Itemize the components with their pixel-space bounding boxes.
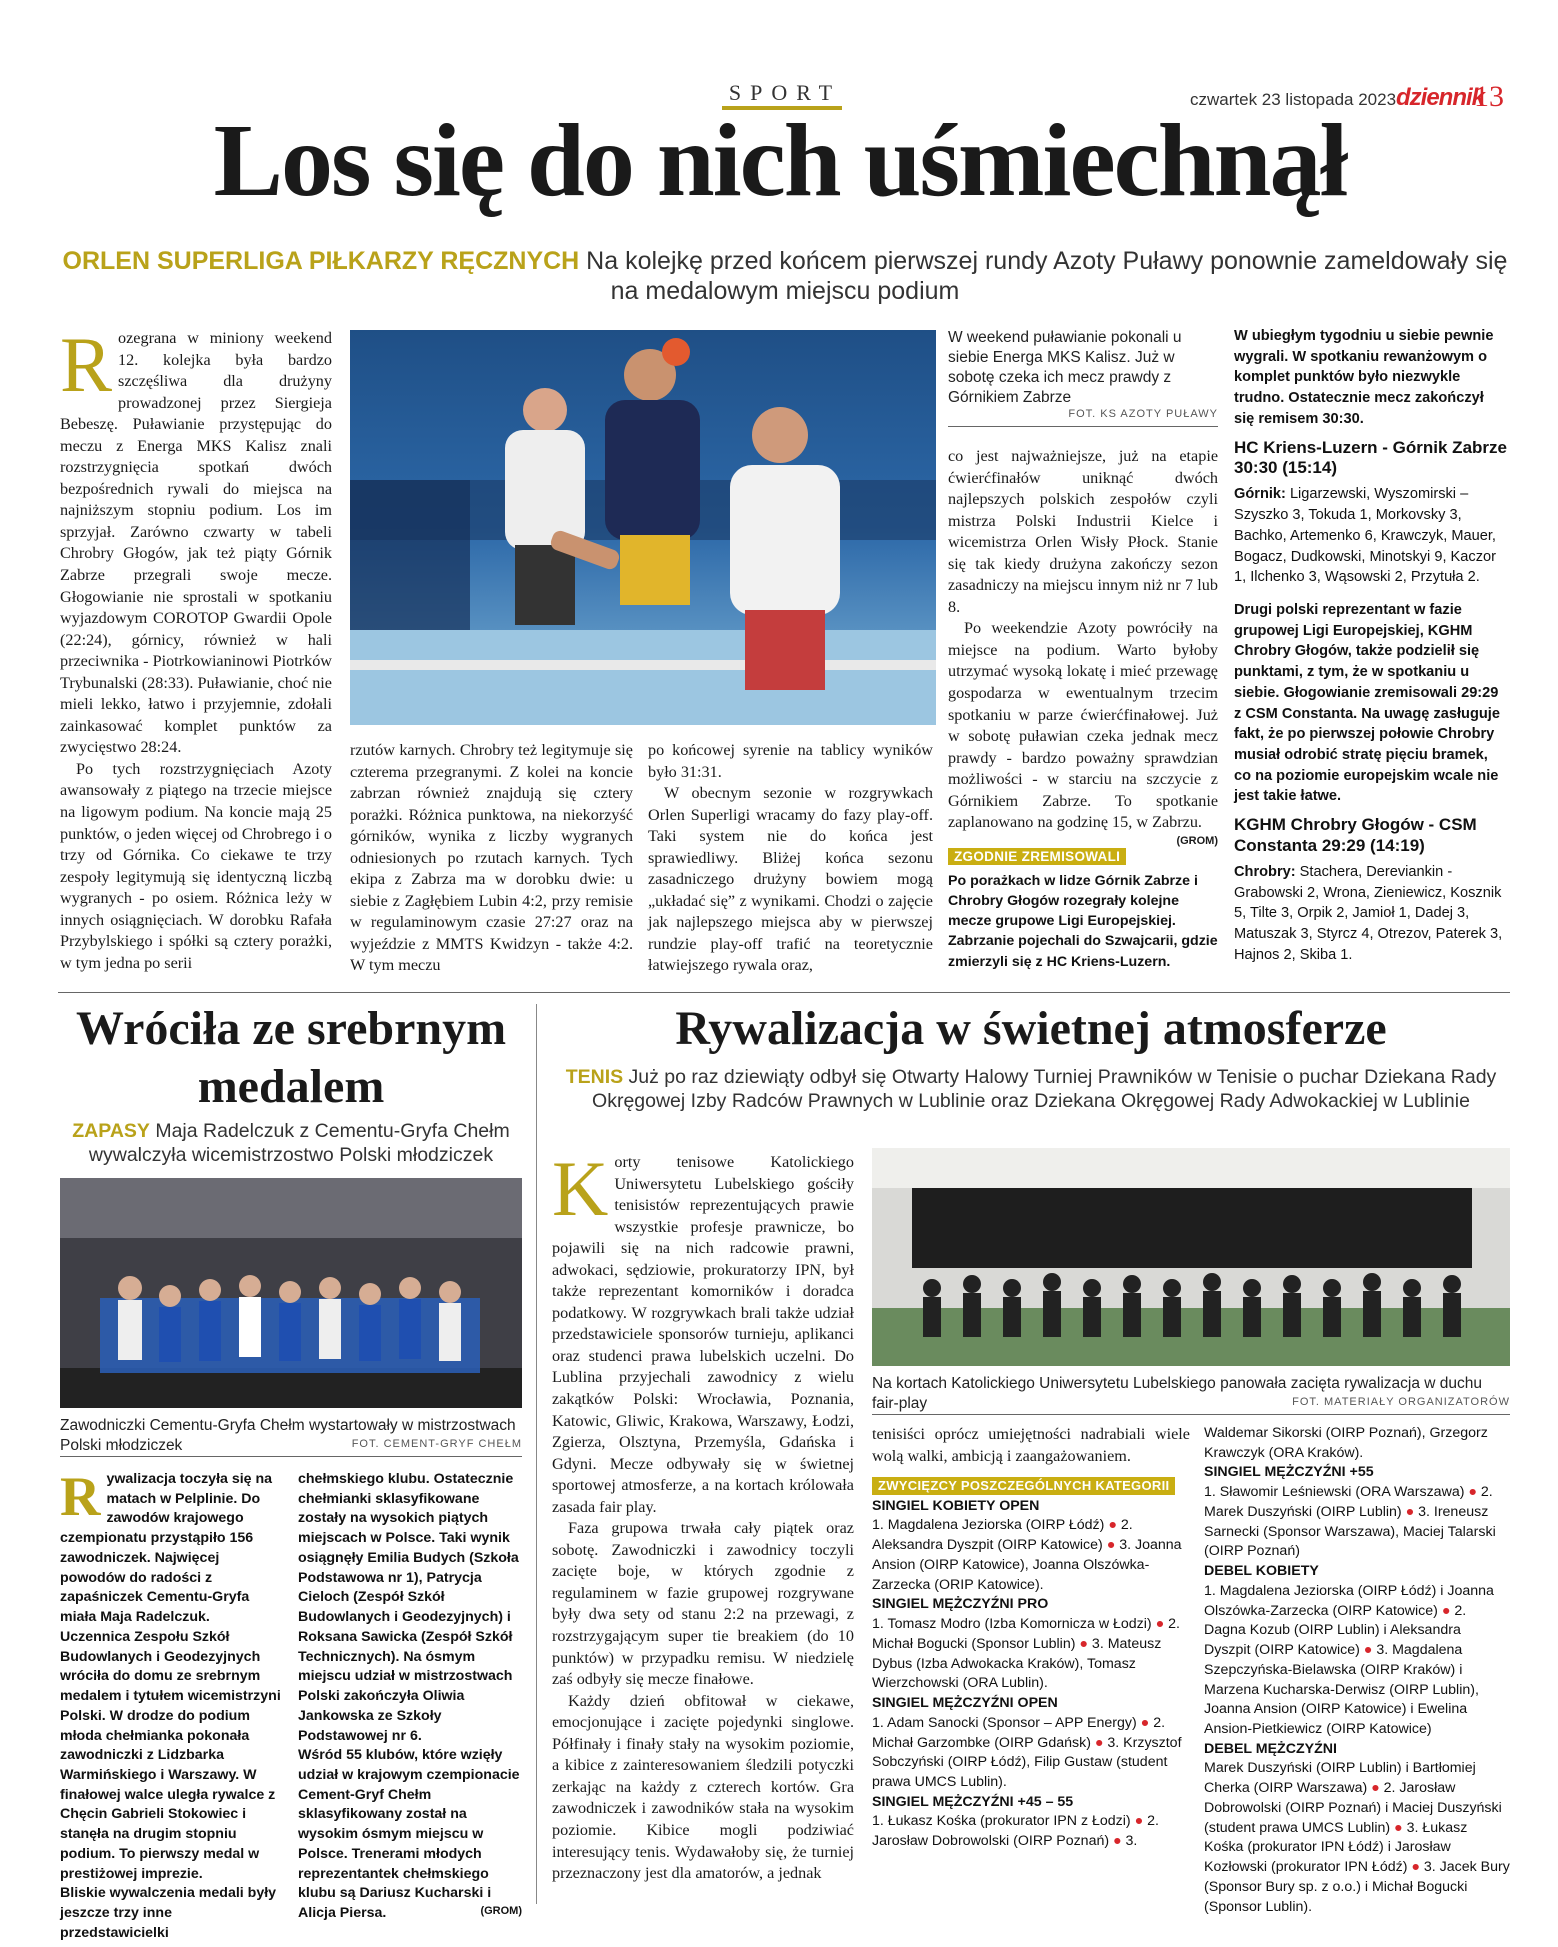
bullet-dot: ●	[1113, 1833, 1122, 1850]
issue-date: czwartek 23 listopada 2023	[1190, 90, 1397, 109]
photo-caption: Zawodniczki Cementu-Gryfa Chełm wystartowały w mistrzostwach Polski młodziczek	[60, 1417, 516, 1455]
section-divider	[58, 992, 1510, 993]
wrestlers-photo	[60, 1178, 522, 1408]
paragraph: Każdy dzień obfitował w ciekawe, emocjonujące i zacięte pojedynki singlowe. Półfinały i finały stały na wysokim poziomie, a kibice z zainteresowaniem śledzili potyczki zerkając na każdy z czterech kortów. Gra zawodniczek i zawodników stała na wysokim poziomie. Kibice mogli podziwiać interesujący tenis. Wydawałoby się, że turniej przeznaczony jest dla amatorów, a jednak	[552, 1691, 854, 1883]
results-category: SINGIEL MĘŻCZYŹNI +45 – 55	[872, 1793, 1074, 1810]
paragraph: Faza grupowa trwała cały piątek oraz sobotę. Zawodniczki i zawodnicy toczyli zacięte boje, w których zgodnie z regulaminem w fazie grupowej rozgrywane były dwa sety od stanu 2:2 na przewagi, z rozstrzygającym super tie breakiem (do 10 punktów) w przypadku remisu. W niedzielę zaś odbyły się mecze finałowe.	[552, 1519, 854, 1689]
results-text: 1. Magdalena Jeziorska (OIRP Łódź) ● 2. Aleksandra Dyszpit (OIRP Katowice) ● 3. Joanna Ansion (OIRP Katowice), Joanna Olszówka-Zarzecka (ORIP Katowice).	[872, 1517, 1182, 1593]
bullet-dot: ●	[1405, 1503, 1415, 1520]
caption-divider	[60, 1456, 522, 1457]
results-text: 1. Adam Sanocki (Sponsor – APP Energy) ● 2. Michał Garzombke (OIRP Gdańsk) ● 3. Krzysztof Sobczyński (OIRP Łódź), Filip Gustaw (student prawa UMCS Lublin).	[872, 1714, 1182, 1790]
bullet-dot: ●	[1079, 1635, 1088, 1652]
results-category: SINGIEL KOBIETY OPEN	[872, 1497, 1040, 1514]
bullet-dot: ●	[1394, 1819, 1403, 1836]
bullet-dot: ●	[1155, 1616, 1165, 1633]
article-lead	[60, 1120, 522, 1168]
article-kicker: TENIS	[565, 1066, 624, 1088]
article-column-4	[948, 446, 1218, 848]
article-kicker: ORLEN SUPERLIGA PIŁKARZY RĘCZNYCH	[62, 247, 580, 275]
results-category: SINGIEL MĘŻCZYŹNI PRO	[872, 1596, 1049, 1613]
article-column-2	[350, 740, 633, 977]
caption-divider	[948, 426, 1218, 427]
article-column-2	[298, 1470, 522, 1924]
results-tag: ZWYCIĘZCY POSZCZEGÓLNYCH KATEGORII	[872, 1477, 1175, 1495]
column-divider	[536, 1004, 537, 1904]
bullet-dot: ●	[1140, 1714, 1150, 1731]
sidebar-box	[948, 846, 1218, 972]
brand-logo: dziennik	[1396, 84, 1485, 111]
bullet-dot: ●	[1094, 1734, 1104, 1751]
match-result-heading: KGHM Chrobry Głogów - CSM Constanta 29:29 (14:19)	[1234, 815, 1477, 855]
results-text: Marek Duszyński (OIRP Lublin) i Bartłomiej Cherka (OIRP Warszawa) ● 2. Jarosław Dobrowolski (OIRP Poznań) i Maciej Duszyński (student prawa UMCS Lublin) ● 3. Łukasz Kośka (prokurator IPN Łódź) i Jarosław Kozłowski (prokurator IPN Łódź) ● 3. Jacek Bury (Sponsor Bury sp. z o.o.) i Michał Bogucki (Sponsor Lublin).	[1204, 1760, 1510, 1915]
article-kicker: ZAPASY	[72, 1120, 150, 1142]
results-sidebar	[1234, 326, 1508, 966]
photo-caption: W weekend puławianie pokonali u siebie Energa MKS Kalisz. Już w sobotę czeka ich mecz prawdy z Górnikiem Zabrze	[948, 329, 1182, 407]
article-column-3	[1204, 1424, 1510, 1917]
paragraph: tenisiści oprócz umiejętności nadrabiali wiele wolą walki, ambicją i zaangażowaniem.	[872, 1425, 1190, 1465]
box-text: Po porażkach w lidze Górnik Zabrze i Chrobry Głogów rozegrały kolejne mecze grupowe Ligi Europejskiej. Zabrzanie pojechali do Szwajcarii, gdzie zmierzyli się z HC Kriens-Luzern.	[948, 873, 1218, 970]
handball-photo	[350, 330, 936, 725]
author-signature: (GROM)	[480, 1905, 522, 1918]
article-lead	[552, 1066, 1510, 1114]
lineup	[1234, 484, 1508, 588]
results-text: 1. Łukasz Kośka (prokurator IPN z Łodzi) ● 2. Jarosław Dobrowolski (OIRP Poznań) ● 3.	[872, 1813, 1159, 1850]
paragraph: rzutów karnych. Chrobry też legitymuje się czterema przegranymi. Z kolei na koncie zabrzan również znajdują się cztery porażki. Różnica punktowa, na niekorzyść górników, wynika z liczby wygranych odniesionych po rzutach karnych. Tych ekipa z Zabrza ma w dorobku dwie: u siebie z Zagłębiem Lubin 4:2, przy remisie w regulaminowym czasie 27:27 oraz na wyjeździe z MMTS Kwidzyn - także 4:2. W tym meczu	[350, 741, 633, 975]
article-title: Wróciła ze srebrnym medalem	[75, 1002, 507, 1113]
lineup-text: Stachera, Dereviankin - Grabowski 2, Wrona, Zieniewicz, Kosznik 5, Tilte 3, Orpik 2, Jamioł 1, Dadej 3, Matuszak 3, Styrcz 4, Otrezov, Paterek 3, Hajnos 2, Skiba 1.	[1234, 863, 1503, 963]
lead-text: Już po raz dziewiąty odbył się Otwarty Halowy Turniej Prawników w Tenisie o puchar Dziekana Rady Okręgowej Izby Radców Prawnych w Lublinie oraz Dziekana Okręgowej Rady Adwokackiej w Lublinie	[592, 1066, 1497, 1112]
results-category: DEBEL KOBIETY	[1204, 1563, 1319, 1580]
article-title: Los się do nich uśmiechnął	[213, 103, 1347, 218]
paragraph: chełmskiego klubu. Ostatecznie chełmianki sklasyfikowane zostały na wysokich piątych miejscach w Polsce. Taki wynik osiągnęły Emilia Budych (Szkoła Podstawowa nr 1), Patrycja Cieloch (Zespół Szkół Budowlanych i Geodezyjnych) i Roksana Sawicka (Zespół Szkół Technicznych). Na ósmym miejscu udział w mistrzostwach Polski zakończyła Oliwia Jankowska ze Szkoły Podstawowej nr 6.	[298, 1471, 519, 1744]
results-list	[872, 1497, 1190, 1852]
lead-text: Na kolejkę przed końcem pierwszej rundy Azoty Puławy ponownie zameldowały się na medalowym miejscu podium	[579, 247, 1508, 305]
article-title: Rywalizacja w świetnej atmosferze	[675, 1002, 1387, 1055]
bullet-dot: ●	[1411, 1859, 1420, 1876]
page-number: 13	[1474, 80, 1504, 113]
article-column-2	[872, 1424, 1190, 1852]
paragraph: Wśród 55 klubów, które wzięły udział w krajowym czempionacie Cement-Gryf Chełm sklasyfikowany został na wysokim ósmym miejscu w Polsce. Trenerami młodych reprezentantek chełmskiego klubu są Dariusz Kucharski i Alicja Piersa.	[298, 1747, 520, 1922]
section-label: SPORT	[728, 80, 842, 105]
article-column-1	[60, 1466, 282, 1944]
photo-credit: FOT. CEMENT-GRYF CHEŁM	[351, 1438, 522, 1450]
sidebar-paragraph: Drugi polski reprezentant w fazie grupowej Ligi Europejskiej, KGHM Chrobry Głogów, także podzielił się punktami, z tym, że w spotkaniu u siebie. Głogowianie zremisowali 29:29 z CSM Constanta. Na uwagę zasługuje fakt, że po pierwszej połowie Chrobry musiał odrobić stratę pięciu bramek, co na poziomie europejskim wcale nie jest takie łatwe.	[1234, 601, 1500, 805]
results-text: 1. Magdalena Jeziorska (OIRP Łódź) i Joanna Olszówka-Zarzecka (OIRP Katowice) ● 2. Dagna Kozub (OIRP Lublin) i Aleksandra Dyszpit (OIRP Katowice) ● 3. Magdalena Szepczyńska-Bielawska (OIRP Kraków) i Marzena Kucharska-Derwisz (OIRP Lublin), Joanna Ansion (OIRP Katowice) i Ewelina Ansion-Pietkiewicz (OIRP Katowice)	[1204, 1582, 1494, 1738]
lineup-label: Chrobry:	[1234, 863, 1296, 880]
lineup-label: Górnik:	[1234, 486, 1286, 503]
paragraph: ywalizacja toczyła się na matach w Pelplinie. Do zawodów krajowego czempionatu przystąpiło 156 zawodniczek. Najwięcej powodów do radości z zapaśniczek Cementu-Gryfa miała Maja Radelczuk. Uczennica Zespołu Szkół Budowlanych i Geodezyjnych wróciła do domu ze srebrnym medalem i tytułem wicemistrzyni Polski. W drodze do podium młoda chełmianka pokonała zawodniczki z Lidzbarka Warmińskiego i Warszawy. W finałowej walce uległa rywalce z Chęcin Gabrieli Stokowiec i stanęła na drugim stopniu podium. To pierwszy medal w prestiżowej imprezie.	[60, 1471, 281, 1882]
drop-cap: K	[552, 1145, 609, 1232]
bullet-dot: ●	[1134, 1813, 1144, 1830]
bullet-dot: ●	[1441, 1602, 1451, 1619]
paragraph: W obecnym sezonie w rozgrywkach Orlen Superligi wracamy do fazy play-off. Taki system nie do końca jest sprawiedliwy. Bliżej końca sezonu zasadniczego drużyny bowiem mogą „układać się” z wynikami. Chodzi o zajęcie jak najlepszego miejsca aby w pierwszej rundzie play-off trafić na teoretycznie łatwiejszego rywala oraz,	[648, 784, 933, 975]
lead-text: Maja Radelczuk z Cementu-Gryfa Chełm wywalczyła wicemistrzostwo Polski młodziczek	[88, 1120, 510, 1166]
paragraph: Po tych rozstrzygnięciach Azoty awansowały z piątego na trzecie miejsce na ligowym podium. Na koncie mają 25 punktów, o jeden więcej od Chrobrego i o trzy od Górnika. Co ciekawe te trzy zespoły legitymują się identyczną liczbą wygranych - po osiem. Różnica leży w innych osiągnięciach. W dorobku Rafała Przybylskiego i spółki są cztery porażki, w tym jedna po serii	[60, 759, 332, 972]
article-column-1	[552, 1145, 854, 1885]
paragraph: orty tenisowe Katolickiego Uniwersytetu Lubelskiego gościły tenisistów reprezentujących prawie wszystkie profesje prawnicze, bo pojawili się na nich radcowie prawni, adwokaci, sędziowie, prokuratorzy IPN, był także reprezentant komorników i doradca podatkowy. W rozgrywkach brali także udział przedstawiciele sponsorów turnieju, aplikanci oraz studenci prawa lubelskich uczelni. Do Lublina przyjechali zawodnicy z wielu zakątków Polski: Wrocławia, Poznania, Katowic, Gliwic, Krakowa, Warszawy, Łodzi, Zgierza, Olsztyna, Przemyśla, Gdańska i Gdyni. Mecze odbywały się w świetnej sportowej atmosferze, a na kortach królowała zasada fair play.	[552, 1153, 854, 1516]
results-text: 1. Tomasz Modro (Izba Komornicza w Łodzi) ● 2. Michał Bogucki (Sponsor Lublin) ● 3. Mateusz Dybus (Izba Adwokacka Kraków), Tomasz Wierzchowski (ORA Lublin).	[872, 1616, 1180, 1692]
article-lead	[60, 246, 1510, 306]
lineup-text: Ligarzewski, Wyszomirski – Szyszko 3, Tokuda 1, Morkovsky 3, Bachko, Artemenko 6, Krawczyk, Mauer, Bogacz, Dudkowski, Minotskyi 9, Kaczor 1, Ilchenko 3, Wąsowski 2, Przytuła 2.	[1234, 486, 1496, 586]
lineup	[1234, 862, 1508, 966]
paragraph: Po weekendzie Azoty powróciły na miejsce na podium. Warto byłoby utrzymać wysoką lokatę i mieć przewagę gospodarza w ewentualnym trzecim spotkaniu w parze ćwierćfinałowej. Już w sobotę puławian czeka jednak mecz prawdy - bardzo poważny sprawdzian możliwości - w starciu na szczycie z Górnikiem Zabrze. To spotkanie zaplanowano na godzinę 15, w Zabrzu.	[948, 619, 1218, 832]
author-signature: (GROM)	[1176, 834, 1218, 847]
paragraph: po końcowej syrenie na tablicy wyników było 31:31.	[648, 741, 933, 781]
bullet-dot: ●	[1363, 1642, 1373, 1659]
bullet-dot: ●	[1468, 1484, 1477, 1501]
drop-cap: R	[60, 321, 113, 408]
article-column-1	[60, 321, 332, 974]
box-tag: ZGODNIE ZREMISOWALI	[948, 848, 1126, 865]
tennis-group-photo	[872, 1148, 1510, 1366]
results-text: 1. Sławomir Leśniewski (ORA Warszawa) ● 2. Marek Duszyński (OIRP Lublin) ● 3. Ireneusz Sarnecki (Sponsor Warszawa), Maciej Talarski (OIRP Poznań)	[1204, 1484, 1496, 1560]
results-text: Waldemar Sikorski (OIRP Poznań), Grzegorz Krawczyk (ORA Kraków).	[1204, 1425, 1488, 1461]
results-category: SINGIEL MĘŻCZYŹNI +55	[1204, 1464, 1374, 1481]
bullet-dot: ●	[1106, 1537, 1116, 1554]
photo-credit: FOT. MATERIAŁY ORGANIZATORÓW	[1292, 1396, 1510, 1408]
caption-divider	[872, 1414, 1510, 1415]
paragraph: co jest najważniejsze, już na etapie ćwierćfinałów uniknąć dwóch najlepszych polskich zespołów czyli mistrza Polski Industrii Kielce i wicemistrza Orlen Wisły Płock. Stanie się tak kiedy drużyna zakończy sezon zasadniczy na miejscu innym niż nr 7 lub 8.	[948, 447, 1218, 616]
article-column-3	[648, 740, 933, 977]
photo-caption: Na kortach Katolickiego Uniwersytetu Lubelskiego panowała zacięta rywalizacja w duchu fair-play	[872, 1375, 1482, 1413]
results-category: DEBEL MĘŻCZYŹNI	[1204, 1740, 1337, 1757]
paragraph: Bliskie wywalczenia medali były jeszcze trzy inne przedstawicielki	[60, 1885, 277, 1941]
sidebar-paragraph: W ubiegłym tygodniu u siebie pewnie wygrali. W spotkaniu rewanżowym o komplet punktów było niezwykle trudno. Ostatecznie mecz zakończył się remisem 30:30.	[1234, 328, 1494, 427]
photo-credit: FOT. KS AZOTY PUŁAWY	[1068, 408, 1218, 420]
bullet-dot: ●	[1371, 1780, 1380, 1797]
drop-cap: R	[60, 1466, 101, 1528]
results-category: SINGIEL MĘŻCZYŹNI OPEN	[872, 1695, 1058, 1712]
match-result-heading: HC Kriens-Luzern - Górnik Zabrze 30:30 (15:14)	[1234, 437, 1507, 477]
bullet-dot: ●	[1108, 1517, 1117, 1534]
paragraph: ozegrana w miniony weekend 12. kolejka była bardzo szczęśliwa dla drużyny prowadzonej przez Siergieja Bebeszę. Puławianie przystępując do meczu z Energa MKS Kalisz znali rozstrzygnięcia spotkań dwóch bezpośrednich rywali do miejsca na najniższym stopniu podium. Los im sprzyjał. Zarówno czwarty w tabeli Chrobry Głogów, jak też piąty Górnik Zabrze przegrali swoje mecze. Głogowianie nie sprostali w spotkaniu wyjazdowym COROTOP Gwardii Opole (22:24), górnicy, również w hali przeciwnika - Piotrkowianinowi Piotrków Trybunalski (28:33). Puławianie, choć nie mieli lekko, łatwo i przyjemnie, zdołali zainkasować komplet punktów za zwycięstwo 28:24.	[60, 329, 332, 757]
